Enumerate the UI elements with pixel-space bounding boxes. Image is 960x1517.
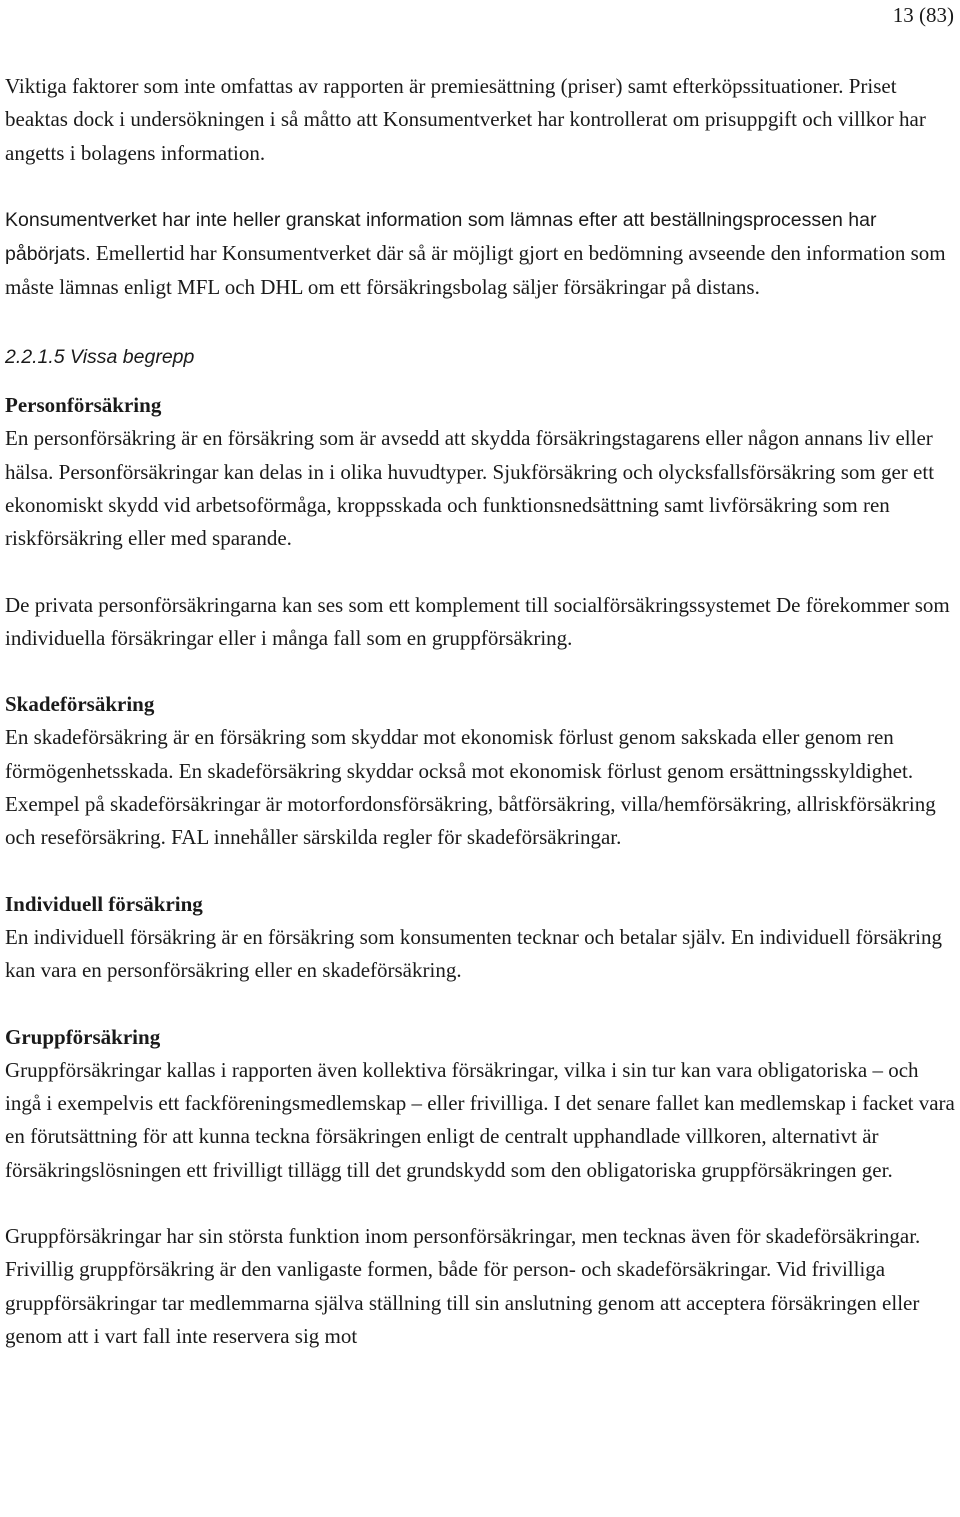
term-heading-personforsakring: Personförsäkring <box>5 393 162 418</box>
intro-paragraph: Viktiga faktorer som inte omfattas av rapporten är premiesättning (priser) samt efterköpssituationer. Priset beaktas dock i undersökningen i så måtto att Konsumentverket har kontrollerat om prisuppgift och villkor har angetts i bolagens information. <box>5 74 926 165</box>
term-heading-skadeforsakring: Skadeförsäkring <box>5 692 155 717</box>
term-paragraph: En skadeförsäkring är en försäkring som skyddar mot ekonomisk förlust genom sakskada eller genom ren förmögenhetsskada. En skadeförsäkring skyddar också mot ekonomisk förlust genom ersättningsskyldighet. Exempel på skadeförsäkringar är motorfordonsförsäkring, båtförsäkring, villa/hemförsäkring, allriskförsäkring och reseförsäkring. FAL innehåller särskilda regler för skadeförsäkringar. <box>5 725 936 850</box>
scope-sentence: Konsumentverket har inte heller granskat information som lämnas efter att beställningsprocessen har påbörjats. <box>5 208 877 266</box>
page-number: 13 (83) <box>892 3 954 27</box>
term-paragraph: Gruppförsäkringar har sin största funktion inom personförsäkringar, men tecknas även för skadeförsäkringar. Frivillig gruppförsäkring är den vanligaste formen, både för person- och skadeförsäkringar. Vid frivilliga gruppförsäkringar tar medlemmarna själva ställning till sin anslutning genom att acceptera försäkringen eller genom att i vart fall inte reservera sig mot <box>5 1224 921 1348</box>
scope-continuation: Emellertid har Konsumentverket där så är möjligt gjort en bedömning avseende den information som måste lämnas enligt MFL och DHL om ett försäkringsbolag säljer försäkringar på distans. <box>5 241 946 300</box>
term-paragraph: En individuell försäkring är en försäkring som konsumenten tecknar och betalar själv. En individuell försäkring kan vara en personförsäkring eller en skadeförsäkring. <box>5 924 942 983</box>
document-body <box>5 70 959 1353</box>
term-heading-individuell-forsakring: Individuell försäkring <box>5 891 203 916</box>
term-paragraph: En personförsäkring är en försäkring som är avsedd att skydda försäkringstagarens eller någon annans liv eller hälsa. Personförsäkringar kan delas in i olika huvudtyper. Sjukförsäkring och olycksfallsförsäkring som ger ett ekonomiskt skydd vid arbetsoförmåga, kroppsskada och funktionsnedsättning samt livförsäkring som ren riskförsäkring eller med sparande. <box>5 426 935 551</box>
term-heading-gruppforsakring: Gruppförsäkring <box>5 1024 161 1049</box>
term-paragraph: De privata personförsäkringarna kan ses som ett komplement till socialförsäkringssystemet De förekommer som individuella försäkringar eller i många fall som en gruppförsäkring. <box>5 592 950 650</box>
section-heading: 2.2.1.5 Vissa begrepp <box>5 345 195 368</box>
term-paragraph: Gruppförsäkringar kallas i rapporten även kollektiva försäkringar, vilka i sin tur kan vara obligatoriska – och ingå i exempelvis ett fackföreningsmedlemskap – eller frivilliga. I det senare fallet kan medlemskap i facket vara en förutsättning för att kunna teckna försäkringen enligt de centralt upphandlade villkoren, alternativt är försäkringslösningen ett frivilligt tillägg till det grundskydd som den obligatoriska gruppförsäkringen ger. <box>5 1057 955 1182</box>
scope-paragraph <box>5 203 959 305</box>
